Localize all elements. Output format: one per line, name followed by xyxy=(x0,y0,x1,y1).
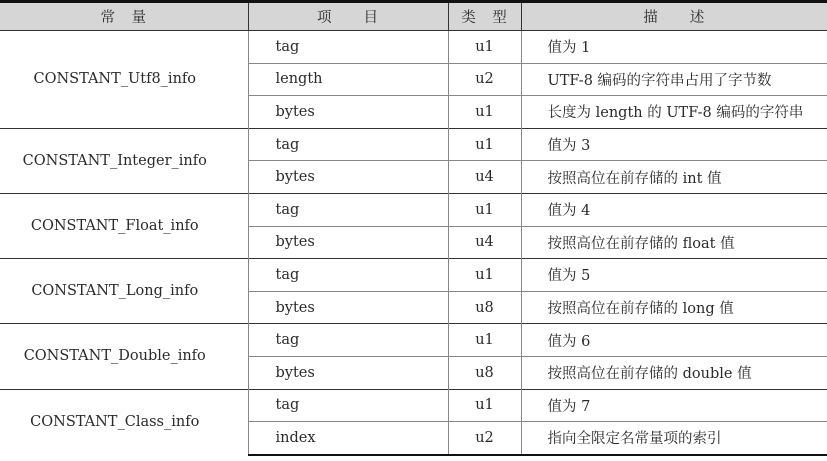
description-cell: 值为 5 xyxy=(521,259,827,292)
type-cell: u4 xyxy=(448,161,521,194)
item-cell: bytes xyxy=(248,96,448,129)
type-cell: u4 xyxy=(448,226,521,259)
item-cell: tag xyxy=(248,259,448,292)
description-cell: 指向全限定名常量项的索引 xyxy=(521,422,827,455)
description-cell: UTF-8 编码的字符串占用了字节数 xyxy=(521,63,827,96)
item-cell: tag xyxy=(248,389,448,422)
type-cell: u1 xyxy=(448,389,521,422)
type-cell: u1 xyxy=(448,128,521,161)
header-constant: 常 量 xyxy=(0,2,248,31)
constant-name-cell: CONSTANT_Float_info xyxy=(0,193,248,258)
type-cell: u2 xyxy=(448,422,521,455)
item-cell: bytes xyxy=(248,226,448,259)
item-cell: bytes xyxy=(248,291,448,324)
header-row xyxy=(0,2,827,31)
description-cell: 按照高位在前存储的 long 值 xyxy=(521,291,827,324)
item-cell: index xyxy=(248,422,448,455)
description-cell: 按照高位在前存储的 double 值 xyxy=(521,356,827,389)
item-cell: tag xyxy=(248,193,448,226)
type-cell: u1 xyxy=(448,324,521,357)
item-cell: length xyxy=(248,63,448,96)
description-cell: 长度为 length 的 UTF-8 编码的字符串 xyxy=(521,96,827,129)
description-cell: 值为 4 xyxy=(521,193,827,226)
header-description: 描 述 xyxy=(521,2,827,31)
type-cell: u8 xyxy=(448,356,521,389)
table-row xyxy=(0,324,827,357)
type-cell: u1 xyxy=(448,193,521,226)
item-cell: bytes xyxy=(248,161,448,194)
type-cell: u1 xyxy=(448,259,521,292)
constant-name-cell: CONSTANT_Class_info xyxy=(0,389,248,455)
table-row xyxy=(0,389,827,422)
header-type: 类 型 xyxy=(448,2,521,31)
table-row xyxy=(0,128,827,161)
description-cell: 值为 6 xyxy=(521,324,827,357)
description-cell: 值为 7 xyxy=(521,389,827,422)
description-cell: 按照高位在前存储的 int 值 xyxy=(521,161,827,194)
description-cell: 值为 3 xyxy=(521,128,827,161)
type-cell: u2 xyxy=(448,63,521,96)
type-cell: u1 xyxy=(448,96,521,129)
item-cell: tag xyxy=(248,324,448,357)
constant-name-cell: CONSTANT_Long_info xyxy=(0,259,248,324)
header-item: 项 目 xyxy=(248,2,448,31)
item-cell: tag xyxy=(248,31,448,64)
item-cell: tag xyxy=(248,128,448,161)
table-row xyxy=(0,193,827,226)
item-cell: bytes xyxy=(248,356,448,389)
description-cell: 按照高位在前存储的 float 值 xyxy=(521,226,827,259)
constant-name-cell: CONSTANT_Utf8_info xyxy=(0,31,248,129)
type-cell: u8 xyxy=(448,291,521,324)
table-row xyxy=(0,259,827,292)
description-cell: 值为 1 xyxy=(521,31,827,64)
constant-name-cell: CONSTANT_Double_info xyxy=(0,324,248,389)
type-cell: u1 xyxy=(448,31,521,64)
constant-name-cell: CONSTANT_Integer_info xyxy=(0,128,248,193)
table-row xyxy=(0,31,827,64)
